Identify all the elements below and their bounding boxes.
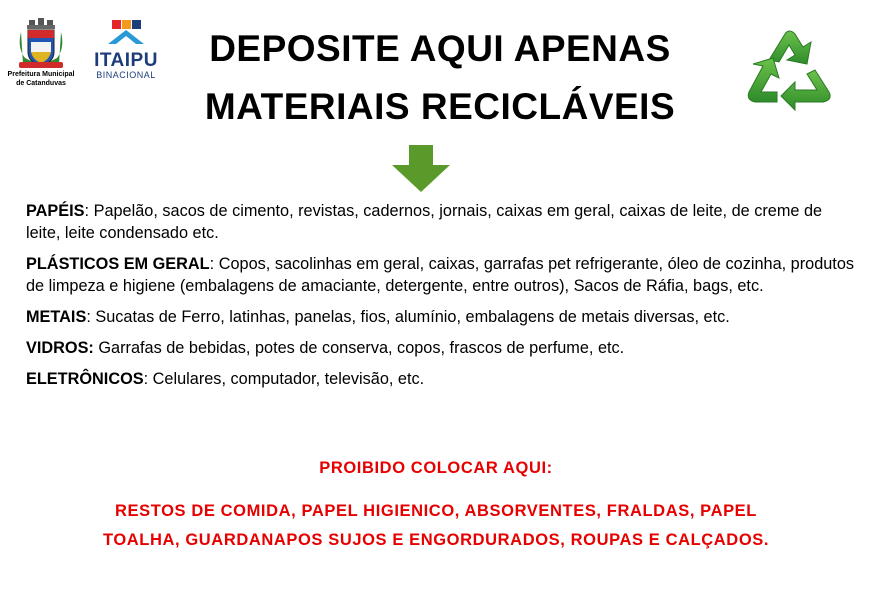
category-text: Celulares, computador, televisão, etc. [152, 370, 425, 388]
materials-list [26, 200, 856, 399]
category-eletronicos: ELETRÔNICOS: Celulares, computador, televisão, etc. [26, 370, 425, 388]
recycle-icon [733, 20, 845, 117]
page-title-line1: DEPOSITE AQUI APENAS [209, 28, 671, 69]
warning-title: PROIBIDO COLOCAR AQUI: [319, 459, 553, 477]
prefeitura-logo [6, 18, 76, 88]
category-label: ELETRÔNICOS [26, 370, 144, 388]
itaipu-emblem-icon [104, 20, 148, 44]
category-text: Garrafas de bebidas, potes de conserva, copos, frascos de perfume, etc. [98, 339, 625, 357]
warning-line1: RESTOS DE COMIDA, PAPEL HIGIENICO, ABSORVENTES, FRALDAS, PAPEL [115, 502, 757, 520]
category-text: Copos, sacolinhas em geral, caixas, garrafas pet refrigerante, óleo de cozinha, produtos de limpeza e higiene (embalagens de amaciante, detergente, entre outros), Sacos de Ráfia, bags, etc. [26, 255, 855, 295]
coat-of-arms-icon [15, 18, 67, 70]
itaipu-subtitle: BINACIONAL [96, 70, 156, 80]
category-label: METAIS [26, 308, 87, 326]
category-vidros [26, 337, 856, 359]
category-label: PAPÉIS [26, 202, 85, 220]
page-title-line2: MATERIAIS RECICLÁVEIS [204, 86, 676, 127]
prefeitura-name-line1: Prefeitura Municipal [7, 71, 75, 78]
category-label: PLÁSTICOS EM GERAL [26, 255, 210, 273]
category-papeis: PAPÉIS: Papelão, sacos de cimento, revistas, cadernos, jornais, caixas em geral, caixas de leite, de creme de leite, leite condensado etc. [26, 202, 823, 242]
prefeitura-name-line2: de Catanduvas [16, 80, 66, 87]
category-text: Papelão, sacos de cimento, revistas, cadernos, jornais, caixas em geral, caixas de leite, de creme de leite, leite condensado etc. [26, 202, 823, 242]
warning-line2: TOALHA, GUARDANAPOS SUJOS E ENGORDURADOS, ROUPAS E CALÇADOS. [102, 531, 770, 549]
warning-body [20, 497, 852, 555]
arrow-down-icon [390, 145, 452, 198]
category-label: VIDROS: [26, 339, 94, 357]
category-plasticos: PLÁSTICOS EM GERAL: Copos, sacolinhas em geral, caixas, garrafas pet refrigerante, óleo de cozinha, produtos de limpeza e higiene (embalagens de amaciante, detergente, entre outros), Sacos de Ráfia, bags, etc. [26, 255, 855, 295]
category-metais: METAIS: Sucatas de Ferro, latinhas, panelas, fios, alumínio, embalagens de metais diversas, etc. [26, 308, 730, 326]
itaipu-wordmark: ITAIPU [94, 50, 158, 71]
category-text: Sucatas de Ferro, latinhas, panelas, fios, alumínio, embalagens de metais diversas, etc. [95, 308, 730, 326]
